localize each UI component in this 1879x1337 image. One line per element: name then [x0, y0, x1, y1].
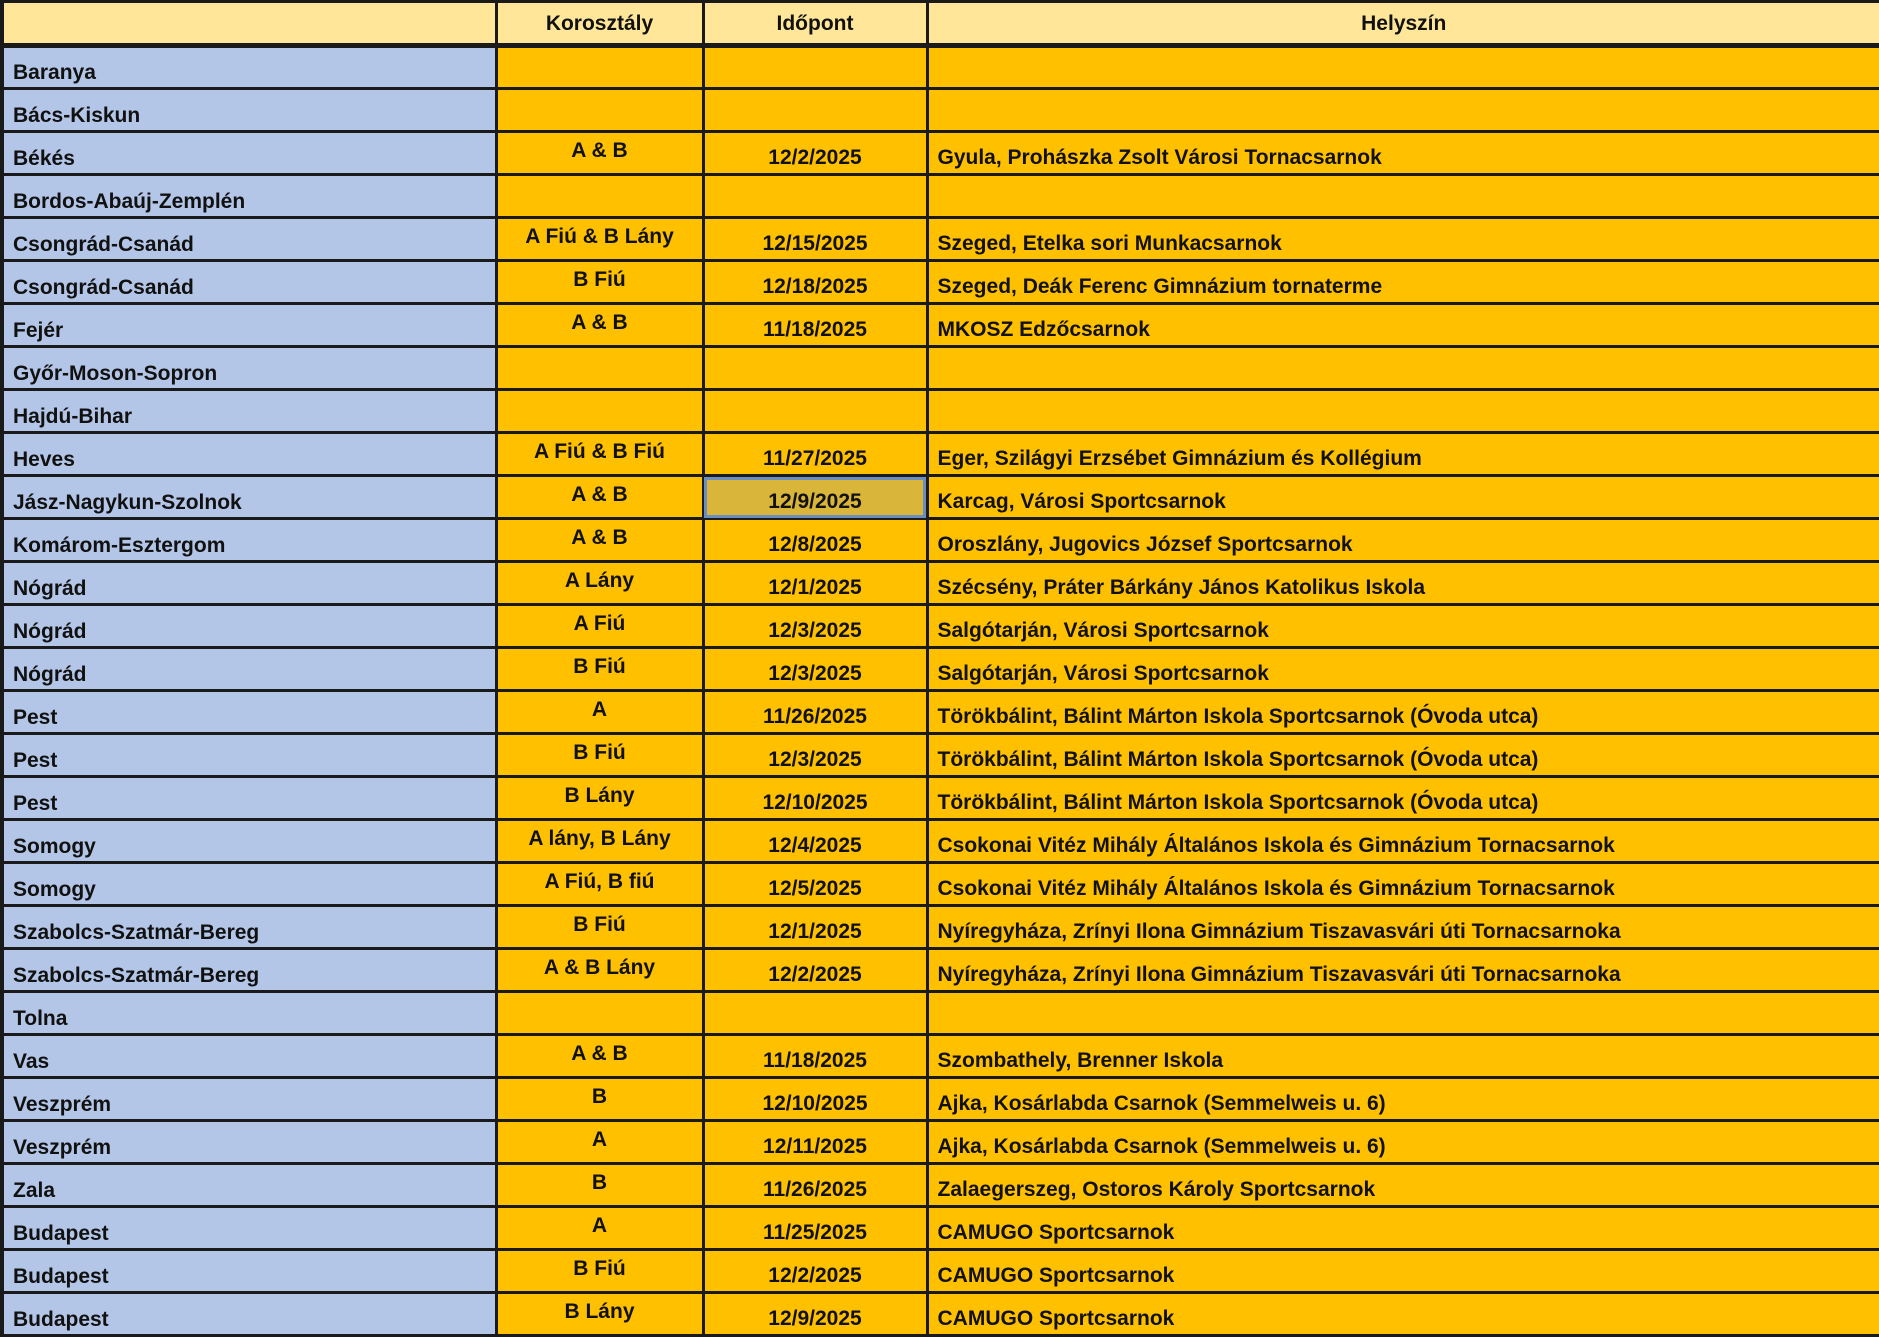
korosztaly-cell[interactable] — [496, 175, 703, 218]
idopont-cell[interactable]: 12/18/2025 — [703, 261, 927, 304]
korosztaly-cell[interactable]: A Fiú, B fiú — [496, 863, 703, 906]
county-cell[interactable]: Pest — [2, 734, 496, 777]
idopont-cell[interactable]: 12/8/2025 — [703, 519, 927, 562]
helyszin-cell[interactable]: CAMUGO Sportcsarnok — [927, 1250, 1879, 1293]
idopont-cell[interactable]: 12/1/2025 — [703, 562, 927, 605]
korosztaly-cell[interactable] — [496, 992, 703, 1035]
helyszin-cell[interactable]: Karcag, Városi Sportcsarnok — [927, 476, 1879, 519]
helyszin-cell[interactable] — [927, 46, 1879, 89]
korosztaly-cell[interactable]: A & B — [496, 1035, 703, 1078]
korosztaly-cell[interactable]: B Lány — [496, 777, 703, 820]
helyszin-cell[interactable]: Zalaegerszeg, Ostoros Károly Sportcsarnok — [927, 1164, 1879, 1207]
county-cell[interactable]: Szabolcs-Szatmár-Bereg — [2, 906, 496, 949]
table-row — [2, 820, 1879, 863]
table-row — [2, 175, 1879, 218]
helyszin-cell[interactable]: Ajka, Kosárlabda Csarnok (Semmelweis u. 6) — [927, 1121, 1879, 1164]
county-cell[interactable]: Budapest — [2, 1250, 496, 1293]
table-body — [2, 46, 1879, 1336]
county-cell[interactable]: Komárom-Esztergom — [2, 519, 496, 562]
county-cell[interactable]: Fejér — [2, 304, 496, 347]
helyszin-cell[interactable]: Nyíregyháza, Zrínyi Ilona Gimnázium Tiszavasvári úti Tornacsarnoka — [927, 906, 1879, 949]
county-cell[interactable]: Nógrád — [2, 605, 496, 648]
idopont-cell[interactable]: 12/10/2025 — [703, 1078, 927, 1121]
table-row — [2, 1035, 1879, 1078]
idopont-cell[interactable]: 12/2/2025 — [703, 1250, 927, 1293]
idopont-cell[interactable] — [703, 992, 927, 1035]
korosztaly-cell[interactable]: A & B — [496, 519, 703, 562]
table-row — [2, 777, 1879, 820]
county-cell[interactable]: Heves — [2, 433, 496, 476]
helyszin-cell[interactable]: Eger, Szilágyi Erzsébet Gimnázium és Kollégium — [927, 433, 1879, 476]
idopont-cell[interactable]: 11/26/2025 — [703, 1164, 927, 1207]
table-row — [2, 1293, 1879, 1336]
korosztaly-cell[interactable]: B — [496, 1164, 703, 1207]
table-row — [2, 992, 1879, 1035]
idopont-cell[interactable]: 12/9/2025 — [703, 1293, 927, 1336]
korosztaly-cell[interactable]: B Fiú — [496, 906, 703, 949]
helyszin-cell[interactable]: Törökbálint, Bálint Márton Iskola Sportcsarnok (Óvoda utca) — [927, 734, 1879, 777]
idopont-cell[interactable] — [703, 390, 927, 433]
korosztaly-cell[interactable]: A Fiú — [496, 605, 703, 648]
idopont-cell[interactable]: 11/27/2025 — [703, 433, 927, 476]
helyszin-cell[interactable] — [927, 992, 1879, 1035]
helyszin-cell[interactable]: Csokonai Vitéz Mihály Általános Iskola és Gimnázium Tornacsarnok — [927, 820, 1879, 863]
korosztaly-cell[interactable]: A — [496, 1121, 703, 1164]
county-cell[interactable]: Veszprém — [2, 1121, 496, 1164]
korosztaly-cell[interactable]: A & B — [496, 304, 703, 347]
idopont-cell[interactable]: 12/2/2025 — [703, 132, 927, 175]
korosztaly-cell[interactable]: A — [496, 691, 703, 734]
county-cell[interactable]: Jász-Nagykun-Szolnok — [2, 476, 496, 519]
table-row — [2, 949, 1879, 992]
idopont-cell[interactable]: 12/4/2025 — [703, 820, 927, 863]
idopont-cell[interactable]: 12/15/2025 — [703, 218, 927, 261]
idopont-cell[interactable]: 11/18/2025 — [703, 304, 927, 347]
korosztaly-cell[interactable]: B Fiú — [496, 261, 703, 304]
county-cell[interactable]: Csongrád-Csanád — [2, 261, 496, 304]
korosztaly-cell[interactable]: A & B — [496, 476, 703, 519]
county-cell[interactable]: Nógrád — [2, 648, 496, 691]
header-idopont[interactable]: Időpont — [703, 2, 927, 46]
table-row — [2, 433, 1879, 476]
idopont-cell[interactable]: 12/10/2025 — [703, 777, 927, 820]
helyszin-cell[interactable]: Törökbálint, Bálint Márton Iskola Sportcsarnok (Óvoda utca) — [927, 691, 1879, 734]
idopont-cell[interactable]: 11/25/2025 — [703, 1207, 927, 1250]
helyszin-cell[interactable]: Oroszlány, Jugovics József Sportcsarnok — [927, 519, 1879, 562]
korosztaly-cell[interactable]: B Fiú — [496, 734, 703, 777]
idopont-cell[interactable]: 12/2/2025 — [703, 949, 927, 992]
idopont-cell[interactable]: 11/18/2025 — [703, 1035, 927, 1078]
idopont-cell[interactable]: 12/5/2025 — [703, 863, 927, 906]
korosztaly-cell[interactable]: A & B Lány — [496, 949, 703, 992]
selected-cell[interactable]: 12/9/2025 — [703, 476, 927, 519]
table-row — [2, 132, 1879, 175]
county-cell[interactable]: Csongrád-Csanád — [2, 218, 496, 261]
helyszin-cell[interactable]: CAMUGO Sportcsarnok — [927, 1293, 1879, 1336]
table-row — [2, 648, 1879, 691]
idopont-cell[interactable] — [703, 175, 927, 218]
helyszin-cell[interactable]: Szeged, Etelka sori Munkacsarnok — [927, 218, 1879, 261]
county-cell[interactable]: Békés — [2, 132, 496, 175]
korosztaly-cell[interactable]: B — [496, 1078, 703, 1121]
idopont-cell[interactable] — [703, 89, 927, 132]
table-row — [2, 605, 1879, 648]
table-row — [2, 1121, 1879, 1164]
korosztaly-cell[interactable] — [496, 89, 703, 132]
table-row — [2, 863, 1879, 906]
helyszin-cell[interactable]: Gyula, Prohászka Zsolt Városi Tornacsarnok — [927, 132, 1879, 175]
helyszin-cell[interactable]: Szeged, Deák Ferenc Gimnázium tornaterme — [927, 261, 1879, 304]
county-cell[interactable]: Nógrád — [2, 562, 496, 605]
idopont-cell[interactable]: 12/3/2025 — [703, 605, 927, 648]
county-cell[interactable]: Zala — [2, 1164, 496, 1207]
table-row — [2, 347, 1879, 390]
table-row — [2, 562, 1879, 605]
county-cell[interactable]: Hajdú-Bihar — [2, 390, 496, 433]
table-row — [2, 734, 1879, 777]
idopont-cell[interactable] — [703, 46, 927, 89]
idopont-cell[interactable]: 11/26/2025 — [703, 691, 927, 734]
helyszin-cell[interactable]: Nyíregyháza, Zrínyi Ilona Gimnázium Tiszavasvári úti Tornacsarnoka — [927, 949, 1879, 992]
county-cell[interactable]: Baranya — [2, 46, 496, 89]
korosztaly-cell[interactable]: A Fiú & B Fiú — [496, 433, 703, 476]
korosztaly-cell[interactable]: A & B — [496, 132, 703, 175]
header-helyszin[interactable]: Helyszín — [927, 2, 1879, 46]
helyszin-cell[interactable] — [927, 89, 1879, 132]
helyszin-cell[interactable] — [927, 390, 1879, 433]
county-cell[interactable]: Vas — [2, 1035, 496, 1078]
table-row — [2, 906, 1879, 949]
helyszin-cell[interactable]: Salgótarján, Városi Sportcsarnok — [927, 648, 1879, 691]
korosztaly-cell[interactable]: B Lány — [496, 1293, 703, 1336]
korosztaly-cell[interactable]: B Fiú — [496, 648, 703, 691]
table-row — [2, 1250, 1879, 1293]
idopont-cell[interactable]: 12/11/2025 — [703, 1121, 927, 1164]
helyszin-cell[interactable] — [927, 175, 1879, 218]
header-county-cell[interactable] — [2, 2, 496, 46]
korosztaly-cell[interactable]: A Lány — [496, 562, 703, 605]
table-row — [2, 89, 1879, 132]
table-row — [2, 691, 1879, 734]
table-row — [2, 1164, 1879, 1207]
county-cell[interactable]: Veszprém — [2, 1078, 496, 1121]
county-cell[interactable]: Bács-Kiskun — [2, 89, 496, 132]
county-cell[interactable]: Pest — [2, 691, 496, 734]
table-row — [2, 218, 1879, 261]
idopont-cell[interactable] — [703, 347, 927, 390]
korosztaly-cell[interactable] — [496, 390, 703, 433]
helyszin-cell[interactable]: Salgótarján, Városi Sportcsarnok — [927, 605, 1879, 648]
county-cell[interactable]: Somogy — [2, 820, 496, 863]
table-row — [2, 519, 1879, 562]
helyszin-cell[interactable]: MKOSZ Edzőcsarnok — [927, 304, 1879, 347]
helyszin-cell[interactable]: Ajka, Kosárlabda Csarnok (Semmelweis u. 6) — [927, 1078, 1879, 1121]
idopont-cell[interactable]: 12/3/2025 — [703, 648, 927, 691]
korosztaly-cell[interactable]: A lány, B Lány — [496, 820, 703, 863]
table-row — [2, 261, 1879, 304]
table-row — [2, 304, 1879, 347]
header-row — [2, 2, 1879, 46]
table-row — [2, 1207, 1879, 1250]
helyszin-cell[interactable]: CAMUGO Sportcsarnok — [927, 1207, 1879, 1250]
idopont-cell[interactable]: 12/3/2025 — [703, 734, 927, 777]
county-cell[interactable]: Budapest — [2, 1293, 496, 1336]
county-cell[interactable]: Tolna — [2, 992, 496, 1035]
helyszin-cell[interactable]: Szombathely, Brenner Iskola — [927, 1035, 1879, 1078]
county-cell[interactable]: Somogy — [2, 863, 496, 906]
helyszin-cell[interactable]: Szécsény, Práter Bárkány János Katolikus Iskola — [927, 562, 1879, 605]
table-row — [2, 390, 1879, 433]
helyszin-cell[interactable]: Törökbálint, Bálint Márton Iskola Sportcsarnok (Óvoda utca) — [927, 777, 1879, 820]
korosztaly-cell[interactable] — [496, 347, 703, 390]
county-cell[interactable]: Győr-Moson-Sopron — [2, 347, 496, 390]
korosztaly-cell[interactable] — [496, 46, 703, 89]
header-korosztaly[interactable]: Korosztály — [496, 2, 703, 46]
korosztaly-cell[interactable]: B Fiú — [496, 1250, 703, 1293]
helyszin-cell[interactable] — [927, 347, 1879, 390]
korosztaly-cell[interactable]: A — [496, 1207, 703, 1250]
table-row — [2, 46, 1879, 89]
county-cell[interactable]: Budapest — [2, 1207, 496, 1250]
korosztaly-cell[interactable]: A Fiú & B Lány — [496, 218, 703, 261]
county-cell[interactable]: Szabolcs-Szatmár-Bereg — [2, 949, 496, 992]
table-row — [2, 1078, 1879, 1121]
idopont-cell[interactable]: 12/1/2025 — [703, 906, 927, 949]
helyszin-cell[interactable]: Csokonai Vitéz Mihály Általános Iskola és Gimnázium Tornacsarnok — [927, 863, 1879, 906]
table-row — [2, 476, 1879, 519]
county-cell[interactable]: Bordos-Abaúj-Zemplén — [2, 175, 496, 218]
county-cell[interactable]: Pest — [2, 777, 496, 820]
